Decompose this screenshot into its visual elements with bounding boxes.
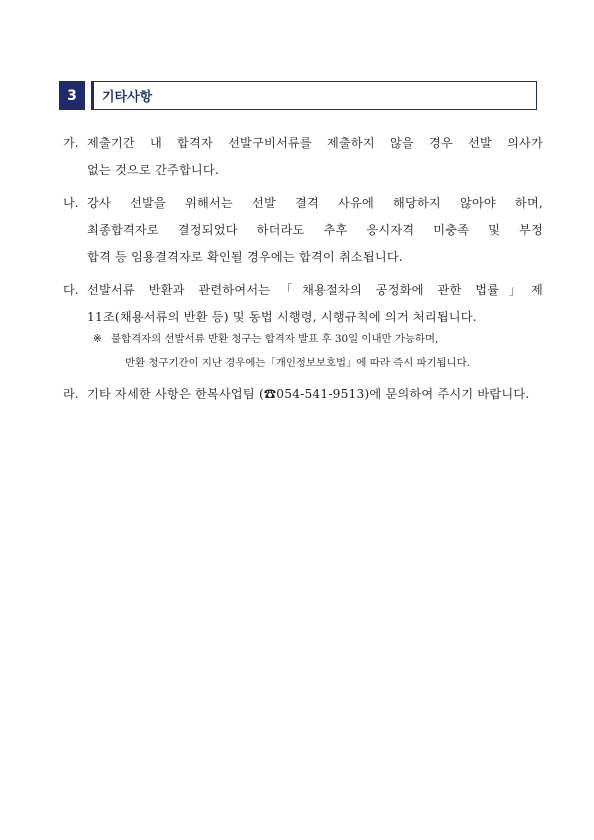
item-body xyxy=(87,190,543,271)
item-body xyxy=(87,130,543,184)
item-line: 기타 자세한 사항은 한복사업팀 (☎054-541-9513)에 문의하여 주시기 바랍니다. xyxy=(87,387,530,401)
notice-list xyxy=(63,130,543,414)
item-marker: 라. xyxy=(63,387,79,401)
item-line: 선발서류 반환과 관련하여서는「채용절차의 공정화에 관한 법률」제 xyxy=(87,283,543,297)
item-marker: 가. xyxy=(63,136,79,150)
list-item xyxy=(63,190,543,271)
note-line: 불합격자의 선발서류 반환 청구는 합격자 발표 후 30일 이내만 가능하며, xyxy=(111,333,439,345)
item-line: 최종합격자로 결정되었다 하더라도 추후 응시자격 미충족 및 부정 xyxy=(87,223,543,237)
list-item xyxy=(63,381,543,408)
section-title: 기타사항 xyxy=(91,81,537,110)
item-line: 강사 선발을 위해서는 선발 결격 사유에 해당하지 않아야 하며, xyxy=(87,196,543,210)
list-item xyxy=(63,277,543,375)
item-line: 11조(채용서류의 반환 등) 및 동법 시행령, 시행규칙에 의거 처리됩니다. xyxy=(87,310,477,324)
note xyxy=(93,327,543,375)
note-line: 반환 청구기간이 지난 경우에는「개인정보보호법」에 따라 즉시 파기됩니다. xyxy=(125,357,471,369)
item-line: 합격 등 임용결격자로 확인될 경우에는 합격이 취소됩니다. xyxy=(87,250,403,264)
item-marker: 다. xyxy=(63,283,79,297)
section-number: 3 xyxy=(59,81,85,110)
item-marker: 나. xyxy=(63,196,79,210)
note-body xyxy=(111,327,543,375)
item-line: 제출기간 내 합격자 선발구비서류를 제출하지 않을 경우 선발 의사가 xyxy=(87,136,543,150)
note-mark: ※ xyxy=(93,333,102,345)
item-body xyxy=(87,277,543,375)
item-line: 없는 것으로 간주합니다. xyxy=(87,163,219,177)
section-header xyxy=(59,81,537,110)
list-item xyxy=(63,130,543,184)
item-body xyxy=(87,381,543,408)
